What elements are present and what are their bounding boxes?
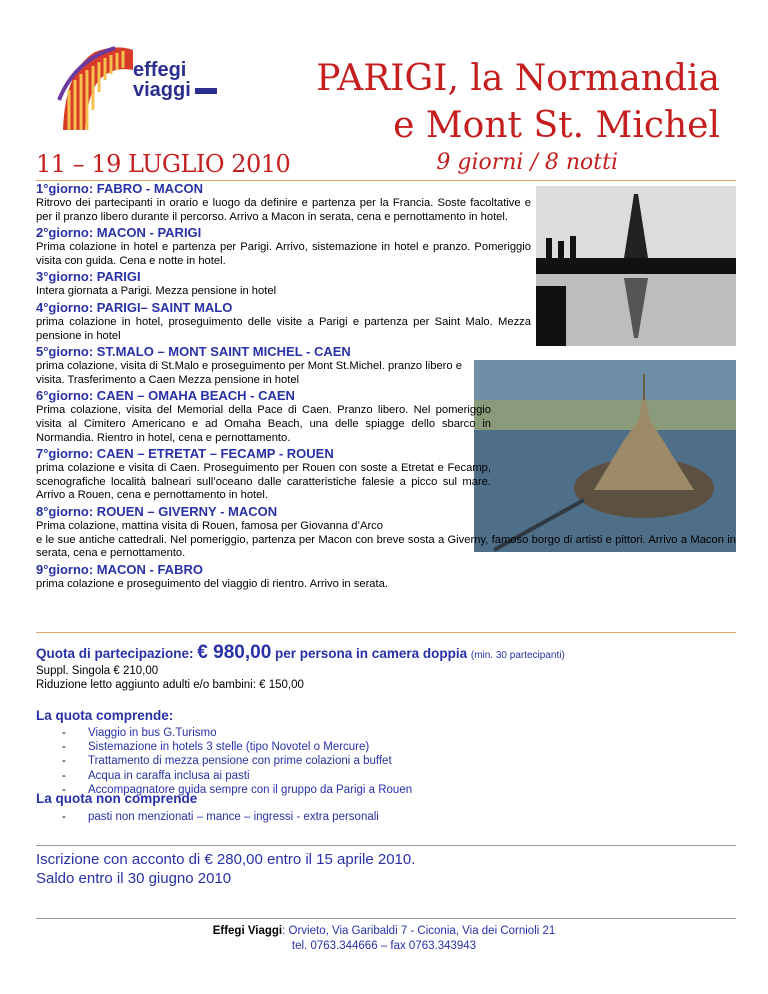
include-item: - Accompagnatore guida sempre con il gruppo da Parigi a Rouen xyxy=(62,783,412,797)
company-logo xyxy=(55,40,215,140)
logo-bar xyxy=(195,88,217,94)
day-9-text: prima colazione e proseguimento del viaggio di rientro. Arrivo in serata. xyxy=(36,577,388,590)
price-line xyxy=(36,642,756,664)
registration xyxy=(36,850,415,888)
include-item: - Sistemazione in hotels 3 stelle (tipo Novotel o Mercure) xyxy=(62,740,412,754)
include-item: - Trattamento di mezza pensione con prime colazioni a buffet xyxy=(62,754,412,768)
divider-price xyxy=(36,632,736,633)
day-2-title: 2°giorno: MACON - PARIGI xyxy=(36,225,202,241)
include-item: - Acqua in caraffa inclusa ai pasti xyxy=(62,769,412,783)
excludes-title: La quota non comprende xyxy=(36,791,198,806)
day-8-text-b: e le sue antiche cattedrali. Nel pomeriggio, partenza per Macon con breve sosta a Giverny, famoso borgo di artisti e pittori. Arrivo a Macon in serata, cena e pernottamento. xyxy=(36,533,736,560)
trip-dates: 11 – 19 LUGLIO 2010 xyxy=(36,150,291,178)
single-supplement: Suppl. Singola € 210,00 xyxy=(36,665,159,677)
reduction: Riduzione letto aggiunto adulti e/o bambini: € 150,00 xyxy=(36,679,304,691)
price-amount: € 980,00 xyxy=(197,642,272,663)
day-6-title: 6°giorno: CAEN – OMAHA BEACH - CAEN xyxy=(36,388,295,404)
include-item: - Viaggio in bus G.Turismo xyxy=(62,726,412,740)
divider-footer xyxy=(36,918,736,919)
footer-company: Effegi Viaggi xyxy=(212,925,283,937)
logo-text-viaggi: viaggi xyxy=(133,79,191,101)
footer xyxy=(0,924,768,954)
footer-address: : Orvieto, Via Garibaldi 7 - Ciconia, Via dei Cornioli 21 xyxy=(282,925,556,937)
exclude-item: - pasti non menzionati – mance – ingressi - extra personali xyxy=(62,810,379,824)
price-per: per persona in camera doppia xyxy=(275,646,468,661)
divider-registration xyxy=(36,845,736,846)
includes-title: La quota comprende: xyxy=(36,708,174,723)
registration-balance: Saldo entro il 30 giugno 2010 xyxy=(36,870,232,887)
logo-stripes-icon xyxy=(55,40,135,140)
price-label: Quota di partecipazione: xyxy=(36,646,194,661)
day-3-title: 3°giorno: PARIGI xyxy=(36,269,141,285)
includes-list xyxy=(62,726,412,797)
day-7-title: 7°giorno: CAEN – ETRETAT – FECAMP - ROUEN xyxy=(36,446,334,462)
day-5-title: 5°giorno: ST.MALO – MONT SAINT MICHEL - CAEN xyxy=(36,344,351,360)
day-5-text: prima colazione, visita di St.Malo e proseguimento per Mont St.Michel. pranzo libero e visita. Trasferimento a Caen Mezza pensione in hotel xyxy=(36,360,462,386)
day-2-text: Prima colazione in hotel e partenza per Parigi. Arrivo, sistemazione in hotel e pranzo. Pomeriggio visita con guida. Cena e notte in hotel. xyxy=(36,241,531,267)
day-4-text: prima colazione in hotel, proseguimento delle visite a Parigi e partenza per Saint Malo. Mezza pensione in hotel xyxy=(36,315,531,342)
registration-deposit: Iscrizione con acconto di € 280,00 entro il 15 aprile 2010. xyxy=(36,851,416,868)
day-3-text: Intera giornata a Parigi. Mezza pensione in hotel xyxy=(36,285,277,298)
footer-phone: tel. 0763.344666 – fax 0763.343943 xyxy=(291,940,477,952)
day-9-title: 9°giorno: MACON - FABRO xyxy=(36,561,203,577)
trip-duration: 9 giorni / 8 notti xyxy=(436,150,618,175)
itinerary xyxy=(36,180,736,591)
day-1-text: Ritrovo dei partecipanti in orario e luogo da definire e partenza per la Francia. Soste facoltative e per il pranzo libero durante il percorso. Arrivo a Macon in serata, cena e pernottamento in hotel. xyxy=(36,197,531,223)
excludes-list xyxy=(62,810,379,824)
title-line-2: e Mont St. Michel xyxy=(393,105,720,146)
day-4-title: 4°giorno: PARIGI– SAINT MALO xyxy=(36,299,233,315)
day-8-title: 8°giorno: ROUEN – GIVERNY - MACON xyxy=(36,503,278,519)
logo-text-effegi: effegi xyxy=(133,59,187,81)
day-6-text: Prima colazione, visita del Memorial della Pace di Caen. Pranzo libero. Nel pomeriggio visita al Cimitero Americano e ad Omaha Beach, una delle spiagge dello sbarco in Normandia. Rientro in hotel, cena e pernottamento. xyxy=(36,404,491,444)
day-7-text: prima colazione e visita di Caen. Proseguimento per Rouen con soste a Etretat e Fecamp, scenografiche località balneari sull’oceano dalle caratteristiche falesie a picco sul mare. Arrivo a Rouen, cena e pernottamento in hotel. xyxy=(36,462,491,502)
day-8-text-a: Prima colazione, mattina visita di Rouen, famosa per Giovanna d’Arco xyxy=(36,519,383,532)
price-min: (min. 30 partecipanti) xyxy=(470,650,565,661)
day-1-title: 1°giorno: FABRO - MACON xyxy=(36,181,203,196)
title-line-1: PARIGI, la Normandia xyxy=(316,58,720,99)
